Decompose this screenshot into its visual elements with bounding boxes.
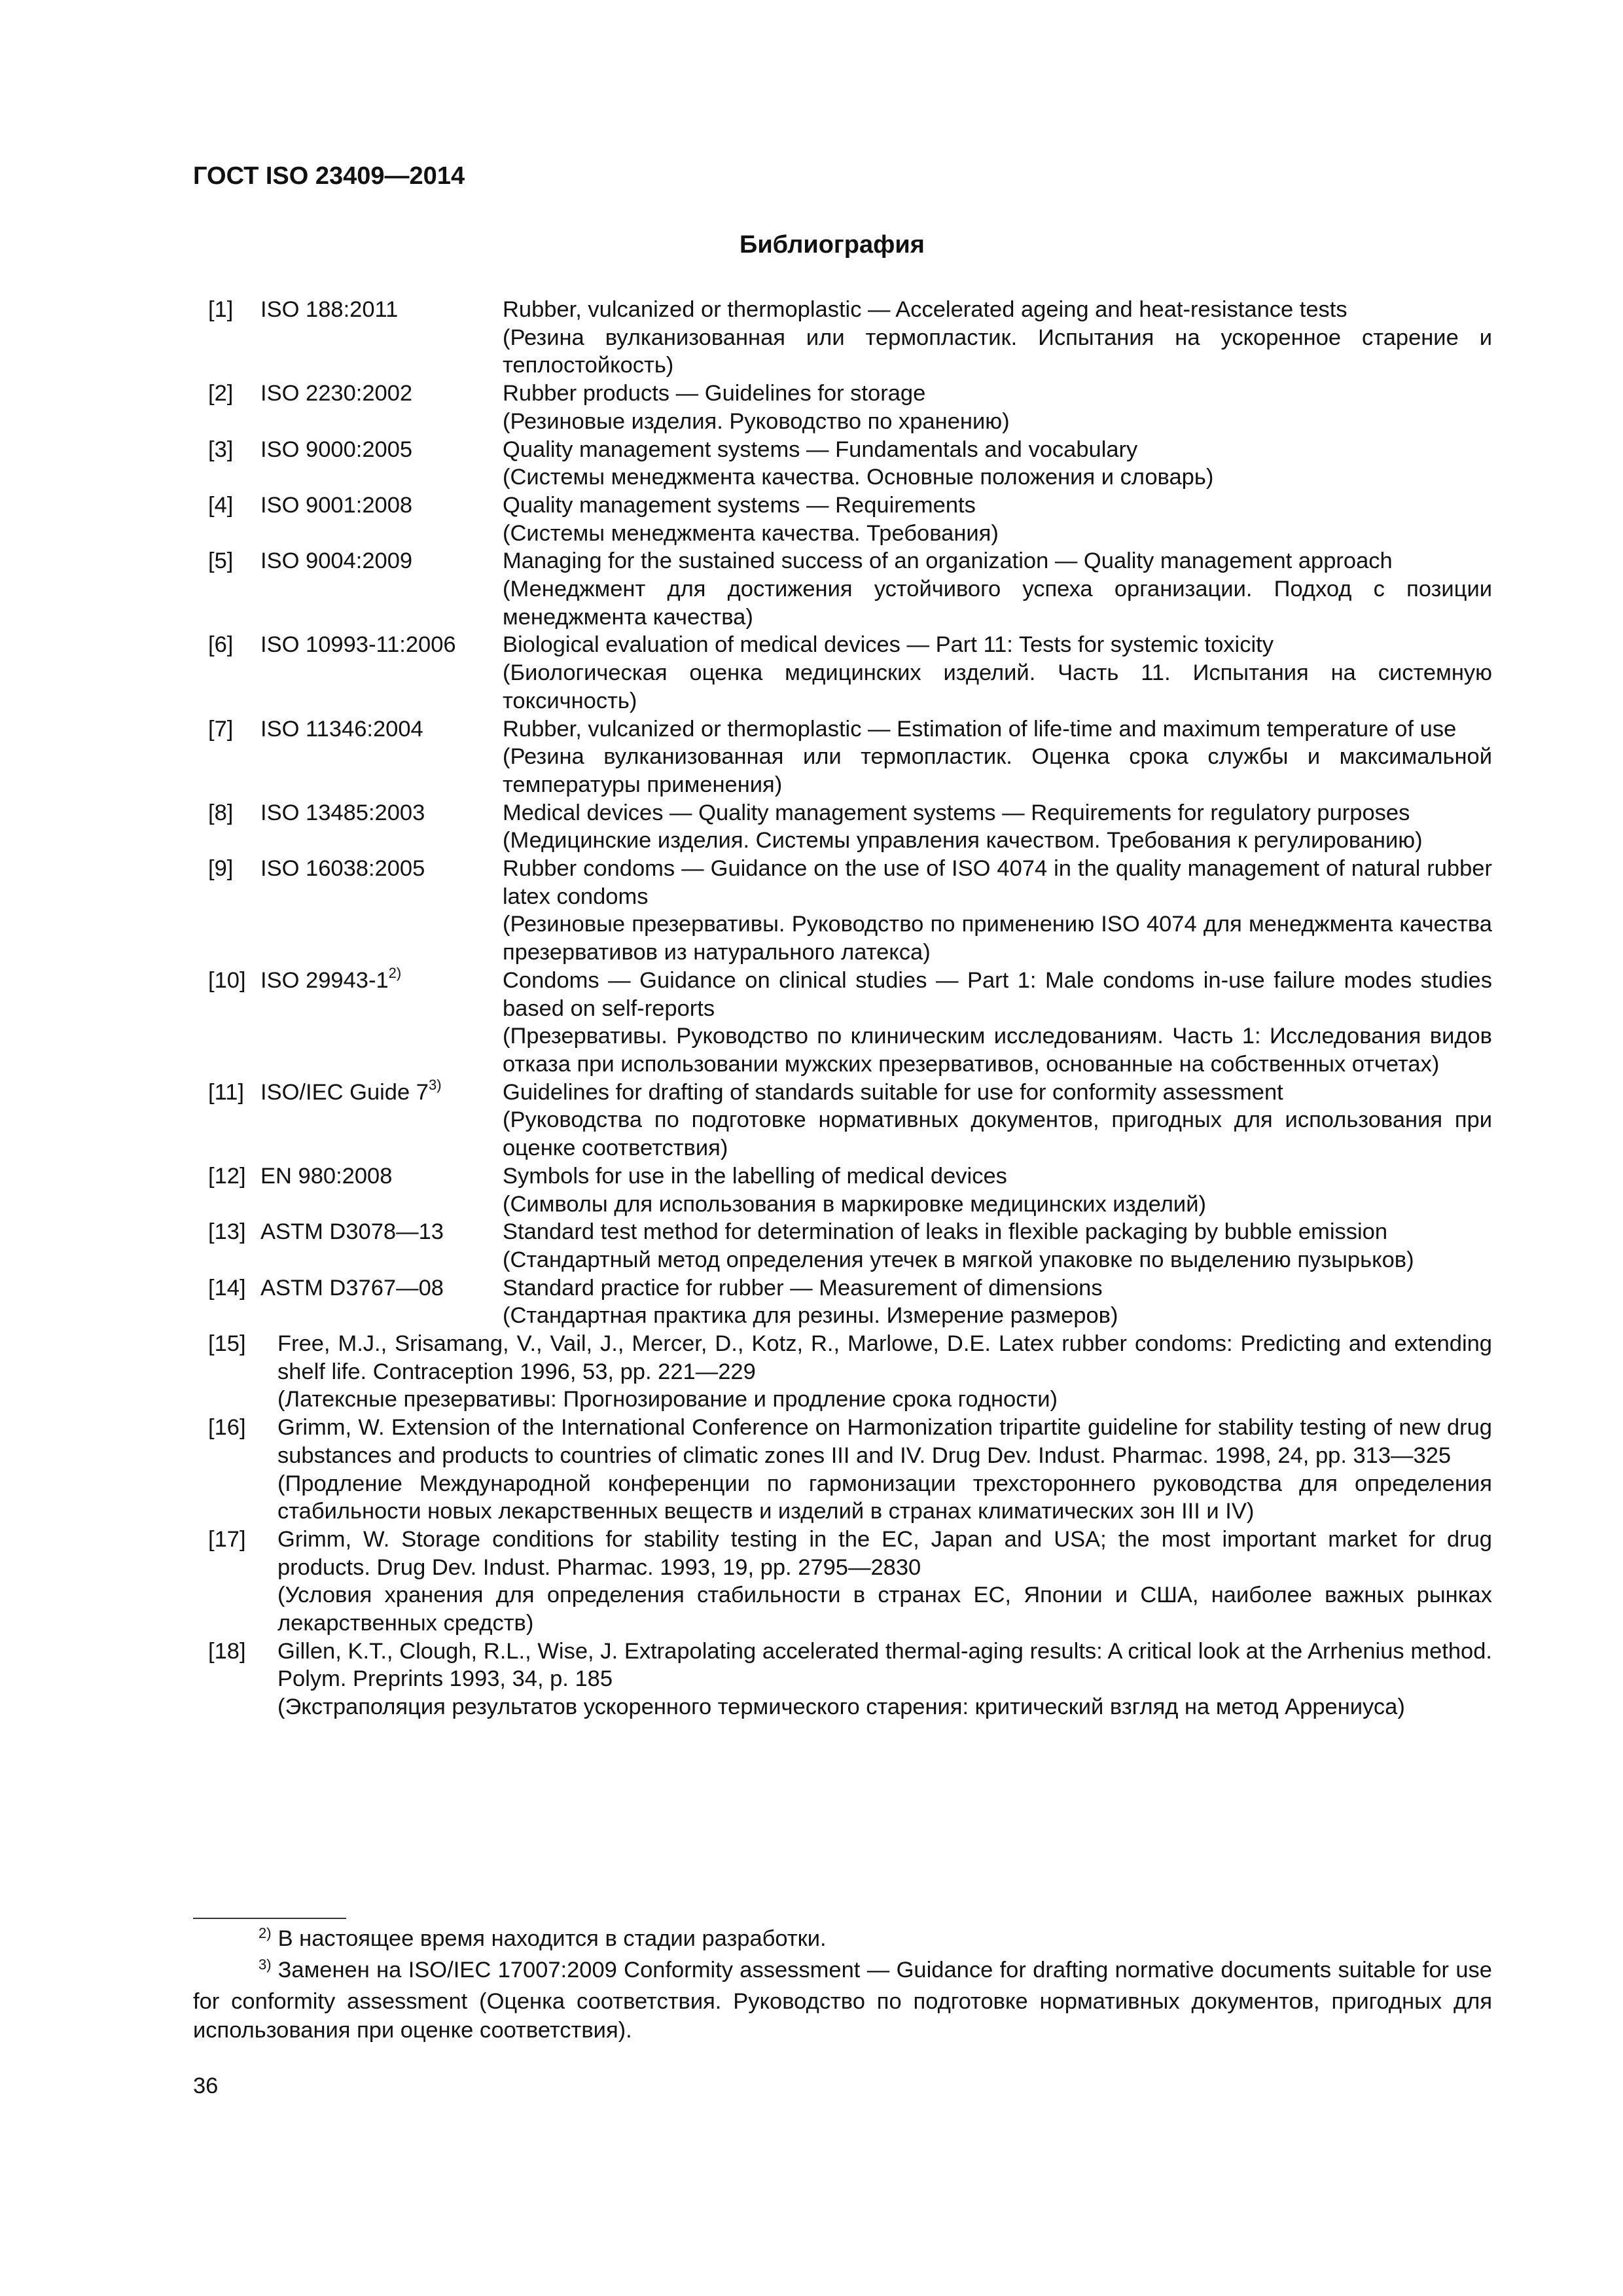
entry-code: [260, 1218, 444, 1246]
bibliography-entry: [208, 1218, 1492, 1274]
bibliography-entry: [208, 296, 1492, 380]
entry-body: [503, 967, 1492, 1079]
entry-code: [260, 715, 423, 744]
entry-code: [260, 1274, 444, 1302]
entry-number: [10]: [208, 967, 246, 993]
footnote-divider: [193, 1918, 346, 1919]
entry-number: [16]: [208, 1415, 246, 1441]
entry-number: [9]: [208, 856, 234, 882]
entry-number: [5]: [208, 548, 234, 574]
footnote-text: В настоящее время находится в стадии разработки.: [277, 1926, 827, 1951]
entry-translation: (Резиновые презервативы. Руководство по применению ISO 4074 для менеджмента качества презервативов из натурального латекса): [503, 912, 1492, 965]
entry-title: Medical devices — Quality management systems — Requirements for regulatory purposes: [503, 800, 1410, 825]
entry-code: [260, 1079, 442, 1107]
entry-title: Quality management systems — Requirements: [503, 492, 976, 518]
entry-code-text: ISO 13485:2003: [260, 800, 425, 825]
entry-code-text: EN 980:2008: [260, 1163, 393, 1189]
entry-translation: (Резина вулканизованная или термопластик. Испытания на ускоренное старение и теплостойкость): [503, 325, 1492, 378]
entry-title: Rubber condoms — Guidance on the use of ISO 4074 in the quality management of natural rubber latex condoms: [503, 856, 1492, 909]
entry-code: [260, 1162, 392, 1191]
entry-code-text: ISO 16038:2005: [260, 856, 425, 882]
entry-translation: (Биологическая оценка медицинских изделий. Часть 11. Испытания на системную токсичность): [503, 660, 1492, 713]
entry-code: [260, 547, 412, 575]
entry-translation: (Системы менеджмента качества. Основные положения и словарь): [503, 465, 1214, 490]
footnote-paragraph: [193, 1924, 1492, 1956]
entry-body: [503, 799, 1492, 855]
entry-number: [14]: [208, 1275, 246, 1300]
entry-code: [260, 296, 398, 324]
entry-translation: (Экстраполяция результатов ускоренного термического старения: критический взгляд на метод Аррениуса): [277, 1695, 1405, 1720]
entry-body: [277, 1414, 1492, 1526]
bibliography-entry: [208, 1079, 1492, 1162]
entry-number: [18]: [208, 1638, 246, 1664]
bibliography-entry: [208, 380, 1492, 435]
footnote-paragraph: [193, 1956, 1492, 2045]
entry-body: [277, 1330, 1492, 1414]
entry-title: Rubber products — Guidelines for storage: [503, 381, 926, 406]
footnote: [193, 1924, 1492, 1956]
entry-number: [11]: [208, 1079, 244, 1105]
document-header: ГОСТ ISO 23409—2014: [193, 162, 465, 190]
footnote: [193, 1956, 1492, 2045]
entry-body: [503, 631, 1492, 715]
entry-title: Standard test method for determination of leaks in flexible packaging by bubble emission: [503, 1219, 1388, 1245]
bibliography-entry: [208, 631, 1492, 715]
page-number: 36: [193, 2073, 219, 2098]
entry-code: [260, 492, 412, 520]
entry-code-text: ISO 2230:2002: [260, 381, 413, 406]
entry-body: [503, 492, 1492, 547]
entry-number: [2]: [208, 381, 234, 406]
entry-body: [503, 296, 1492, 380]
entry-title: Gillen, K.T., Clough, R.L., Wise, J. Extrapolating accelerated thermal-aging results: A critical look at the Arrhenius method. Polym. Preprints 1993, 34, p. 185: [277, 1638, 1492, 1692]
footnote-text: Заменен на ISO/IEC 17007:2009 Conformity assessment — Guidance for drafting normative documents suitable for use for conformity assessment (Оценка соответствия. Руководство по подготовке нормативных документов, пригодных для использования при оценке соответствия).: [193, 1958, 1492, 2043]
bibliography-list: [208, 296, 1492, 1721]
bibliography-entry: [208, 547, 1492, 631]
entry-number: [7]: [208, 716, 234, 742]
entry-code-text: ISO 9004:2009: [260, 548, 413, 574]
entry-code-text: ISO 29943-1: [260, 967, 389, 993]
entry-number: [15]: [208, 1331, 246, 1357]
entry-body: [277, 1638, 1492, 1721]
entry-code: [260, 799, 425, 827]
entry-number: [6]: [208, 632, 234, 658]
entry-body: [503, 1162, 1492, 1218]
entry-translation: (Продление Международной конференции по гармонизации трехстороннего руководства для определения стабильности новых лекарственных веществ и изделий в странах климатических зон III и IV): [277, 1471, 1492, 1524]
entry-translation: (Условия хранения для определения стабильности в странах ЕС, Японии и США, наиболее важных рынках лекарственных средств): [277, 1583, 1492, 1636]
entry-code-text: ISO 9001:2008: [260, 492, 413, 518]
entry-body: [503, 715, 1492, 799]
entry-translation: (Латексные презервативы: Прогнозирование и продление срока годности): [277, 1387, 1058, 1412]
entry-translation: (Системы менеджмента качества. Требования): [503, 520, 999, 546]
entry-body: [503, 547, 1492, 631]
entry-number: [4]: [208, 492, 234, 518]
entry-title: Biological evaluation of medical devices — Part 11: Tests for systemic toxicity: [503, 632, 1274, 658]
section-title: Библиография: [740, 231, 925, 259]
entry-title: Symbols for use in the labelling of medical devices: [503, 1163, 1007, 1189]
entry-code-text: ISO 11346:2004: [260, 716, 423, 742]
entry-number: [13]: [208, 1219, 246, 1245]
entry-code-text: ASTM D3078—13: [260, 1219, 444, 1245]
entry-title: Standard practice for rubber — Measurement of dimensions: [503, 1275, 1103, 1300]
entry-title: Grimm, W. Storage conditions for stability testing in the EC, Japan and USA; the most important market for drug products. Drug Dev. Indust. Pharmac. 1993, 19, pp. 2795—2830: [277, 1526, 1492, 1580]
bibliography-entry: [208, 1274, 1492, 1330]
bibliography-entry: [208, 855, 1492, 967]
bibliography-entry: [208, 715, 1492, 799]
bibliography-entry: [208, 1414, 1492, 1526]
entry-code-text: ASTM D3767—08: [260, 1275, 444, 1300]
entry-code: [260, 855, 425, 883]
entry-title: Condoms — Guidance on clinical studies — Part 1: Male condoms in-use failure modes studies based on self-reports: [503, 967, 1492, 1021]
footnote-reference: 3): [428, 1077, 442, 1094]
entry-translation: (Презервативы. Руководство по клиническим исследованиям. Часть 1: Исследования видов отказа при использовании мужских презервативов, основанные на собственных отчетах): [503, 1024, 1492, 1077]
entry-body: [277, 1526, 1492, 1638]
entry-code-text: ISO/IEC Guide 7: [260, 1079, 429, 1105]
entry-body: [503, 855, 1492, 967]
footnote-marker: 2): [259, 1925, 272, 1941]
bibliography-entry: [208, 967, 1492, 1079]
entry-code-text: ISO 188:2011: [260, 297, 399, 322]
entry-number: [12]: [208, 1163, 246, 1189]
bibliography-entry: [208, 1638, 1492, 1721]
entry-translation: (Менеджмент для достижения устойчивого успеха организации. Подход с позиции менеджмента качества): [503, 577, 1492, 630]
entry-translation: (Резина вулканизованная или термопластик. Оценка срока службы и максимальной температуры применения): [503, 744, 1492, 797]
entry-title: Guidelines for drafting of standards suitable for use for conformity assessment: [503, 1079, 1283, 1105]
entry-code: [260, 967, 401, 995]
entry-body: [503, 1274, 1492, 1330]
bibliography-entry: [208, 492, 1492, 547]
entry-translation: (Стандартный метод определения утечек в мягкой упаковке по выделению пузырьков): [503, 1247, 1414, 1272]
entry-number: [1]: [208, 297, 234, 322]
entry-translation: (Медицинские изделия. Системы управления качеством. Требования к регулированию): [503, 828, 1423, 853]
entry-body: [503, 1079, 1492, 1162]
footnote-marker: 3): [259, 1956, 272, 1973]
bibliography-entry: [208, 1526, 1492, 1638]
entry-code-text: ISO 10993-11:2006: [260, 632, 456, 658]
entry-number: [8]: [208, 800, 234, 825]
entry-body: [503, 380, 1492, 435]
entry-code: [260, 436, 412, 464]
entry-body: [503, 1218, 1492, 1274]
entry-title: Quality management systems — Fundamentals and vocabulary: [503, 437, 1138, 462]
entry-number: [3]: [208, 437, 234, 462]
entry-title: Rubber, vulcanized or thermoplastic — Estimation of life-time and maximum temperature of use: [503, 716, 1457, 742]
entry-translation: (Символы для использования в маркировке медицинских изделий): [503, 1191, 1206, 1217]
bibliography-entry: [208, 1162, 1492, 1218]
entry-title: Rubber, vulcanized or thermoplastic — Accelerated ageing and heat-resistance tests: [503, 297, 1347, 322]
entry-translation: (Стандартная практика для резины. Измерение размеров): [503, 1303, 1118, 1329]
entry-title: Grimm, W. Extension of the International Conference on Harmonization tripartite guideline for stability testing of new drug substances and products to countries of climatic zones III and IV. Drug Dev. Indust. Pharmac. 1998, 24, pp. 313—325: [277, 1415, 1492, 1468]
footnote-reference: 2): [388, 965, 402, 982]
bibliography-entry: [208, 436, 1492, 492]
entry-number: [17]: [208, 1526, 246, 1552]
bibliography-entry: [208, 799, 1492, 855]
bibliography-entry: [208, 1330, 1492, 1414]
entry-body: [503, 436, 1492, 492]
entry-code: [260, 380, 412, 408]
entry-translation: (Резиновые изделия. Руководство по хранению): [503, 408, 1010, 434]
entry-title: Free, M.J., Srisamang, V., Vail, J., Mercer, D., Kotz, R., Marlowe, D.E. Latex rubber condoms: Predicting and extending shelf life. Contraception 1996, 53, pp. 221—229: [277, 1331, 1492, 1384]
footnotes: [193, 1924, 1492, 2045]
entry-title: Managing for the sustained success of an organization — Quality management approach: [503, 548, 1393, 574]
entry-translation: (Руководства по подготовке нормативных документов, пригодных для использования при оценке соответствия): [503, 1107, 1492, 1161]
entry-code: [260, 631, 456, 659]
entry-code-text: ISO 9000:2005: [260, 437, 413, 462]
